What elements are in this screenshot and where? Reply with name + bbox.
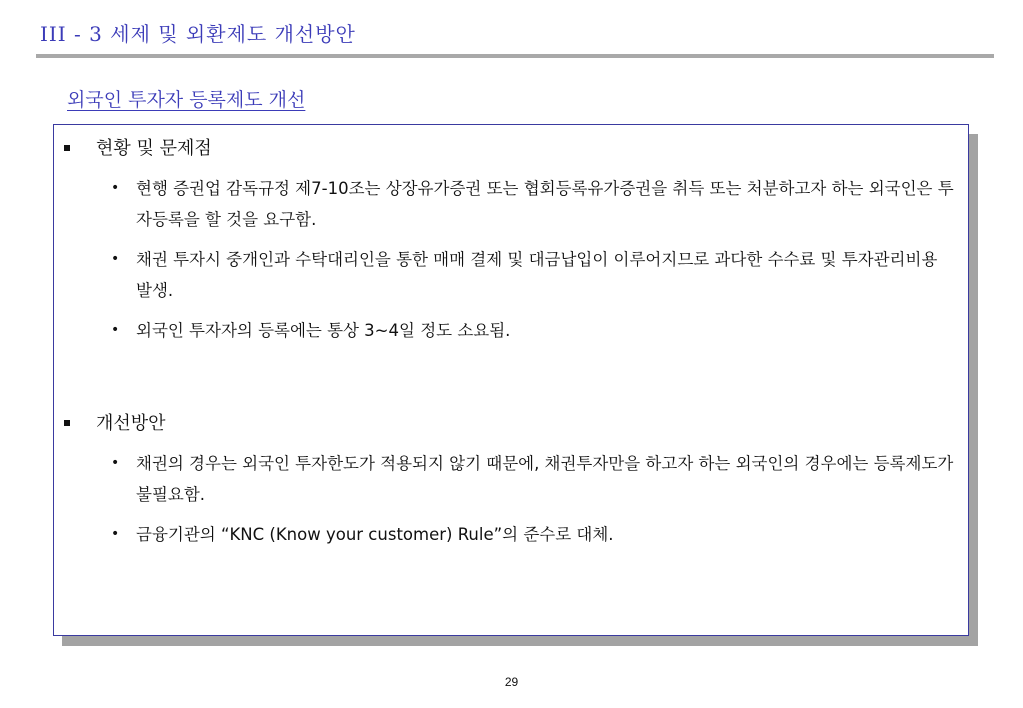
- bullet-list: [54, 448, 968, 550]
- list-item: [54, 448, 968, 510]
- list-item: [54, 519, 968, 550]
- list-item-text: 외국인 투자자의 등록에는 통상 3~4일 정도 소요됨.: [136, 321, 511, 340]
- section-improvement-plan: [54, 412, 968, 550]
- bullet-dot-icon: •: [111, 322, 120, 338]
- section-heading: [54, 412, 968, 436]
- bullet-dot-icon: •: [111, 526, 120, 542]
- list-item-text: 현행 증권업 감독규정 제7-10조는 상장유가증권 또는 협회등록유가증권을 취득 또는 처분하고자 하는 외국인은 투자등록을 할 것을 요구함.: [136, 179, 954, 229]
- section-current-issues: [54, 137, 968, 346]
- content-box: [53, 124, 969, 636]
- title-divider: [36, 54, 994, 58]
- list-item-text: 채권 투자시 중개인과 수탁대리인을 통한 매매 결제 및 대금납입이 이루어지므로 과다한 수수료 및 투자관리비용 발생.: [136, 250, 938, 300]
- list-item: [54, 315, 968, 346]
- slide-title: III - 3 세제 및 외환제도 개선방안: [40, 22, 356, 46]
- slide-subtitle: 외국인 투자자 등록제도 개선: [67, 89, 306, 111]
- bullet-dot-icon: •: [111, 251, 120, 267]
- section-heading-text: 개선방안: [96, 413, 166, 434]
- page-number: 29: [504, 675, 519, 689]
- list-item-text: 채권의 경우는 외국인 투자한도가 적용되지 않기 때문에, 채권투자만을 하고자 하는 외국인의 경우에는 등록제도가 불필요함.: [136, 454, 954, 504]
- list-item: [54, 244, 968, 306]
- square-bullet-icon: [64, 420, 70, 426]
- bullet-dot-icon: •: [111, 455, 120, 471]
- section-heading-text: 현황 및 문제점: [96, 138, 212, 159]
- bullet-dot-icon: •: [111, 180, 120, 196]
- list-item-text: 금융기관의 “KNC (Know your customer) Rule”의 준수로 대체.: [136, 525, 614, 544]
- list-item: [54, 173, 968, 235]
- square-bullet-icon: [64, 145, 70, 151]
- bullet-list: [54, 173, 968, 346]
- section-heading: [54, 137, 968, 161]
